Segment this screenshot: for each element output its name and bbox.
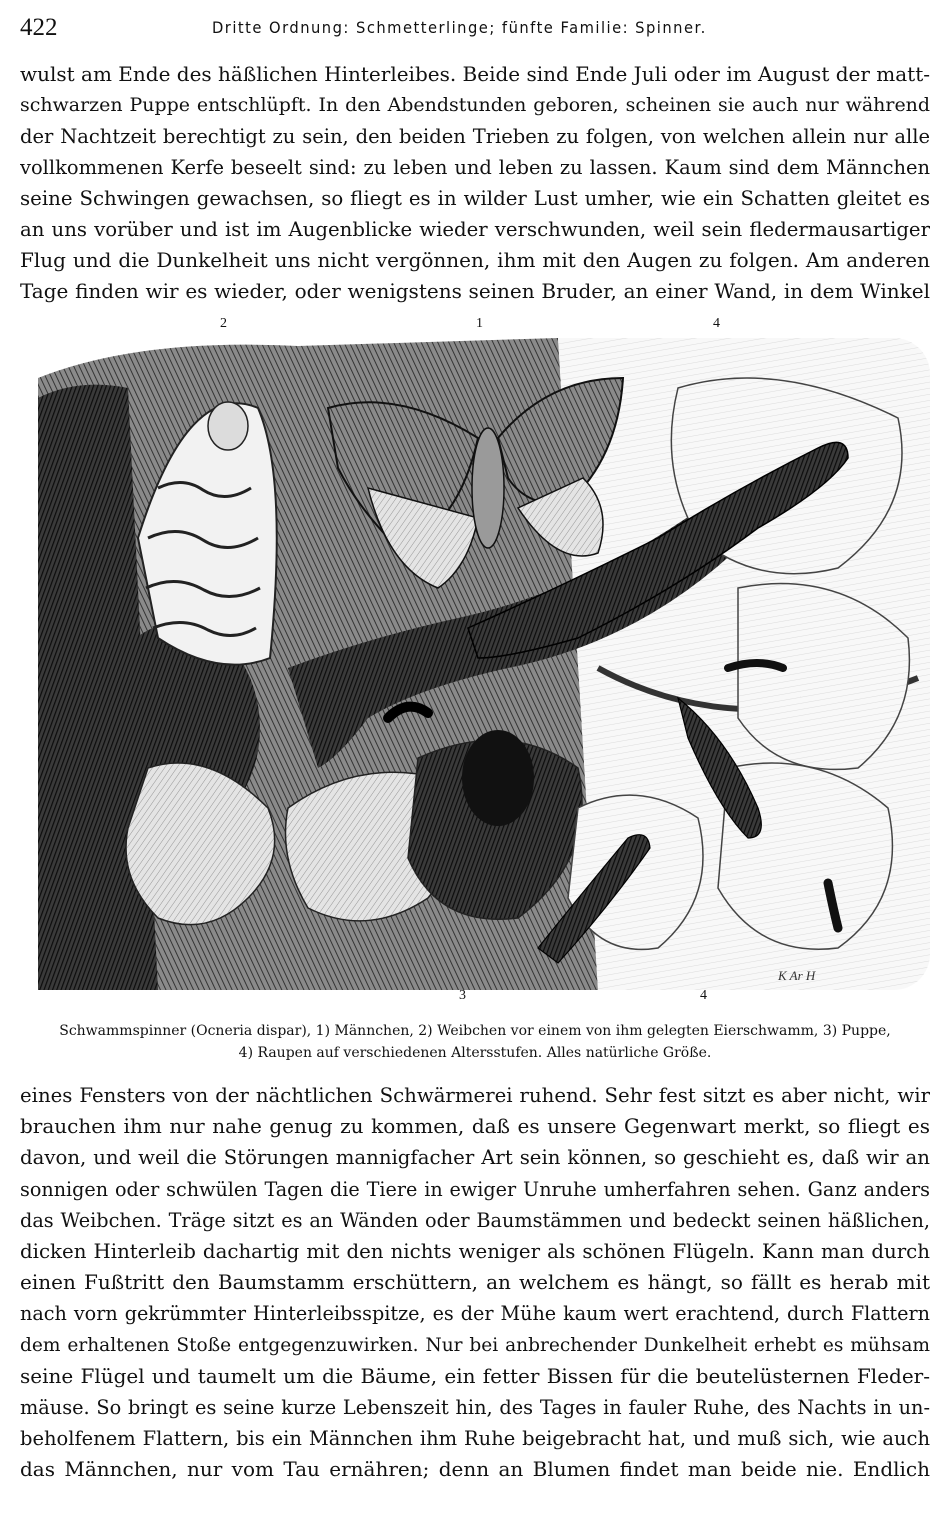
text-line: seine Flügel und taumelt um die Bäume, ein fetter Bissen für die beutelüsternen Fleder- <box>20 1363 930 1388</box>
text-line: vollkommenen Kerfe beseelt sind: zu leben und leben zu lassen. Kaum sind dem Männchen <box>20 156 930 179</box>
body-text-top <box>20 59 930 307</box>
text-line: nach vorn gekrümmter Hinterleibsspitze, es der Mühe kaum wert erachtend, durch Flattern <box>20 1302 930 1326</box>
text-line: sonnigen oder schwülen Tagen die Tiere in ewiger Unruhe umherfahren sehen. Ganz anders <box>20 1177 930 1201</box>
page-header <box>20 12 925 44</box>
text-line: brauchen ihm nur nahe genug zu kommen, daß es unsere Gegenwart merkt, so fliegt es <box>20 1114 930 1139</box>
pupa <box>462 730 534 826</box>
text-line: beholfenem Flattern, bis ein Männchen ihm Ruhe beigebracht hat, und muß sich, wie auch <box>20 1427 930 1451</box>
figure-number-3: 3 <box>459 988 466 1003</box>
figure-caption <box>20 1020 930 1064</box>
page-number: 422 <box>20 14 58 41</box>
text-line: schwarzen Puppe entschlüpft. In den Abendstunden geboren, scheinen sie auch nur während <box>20 94 930 116</box>
text-line: davon, und weil die Störungen mannigfacher Art sein können, so geschieht es, daß wir an <box>20 1146 930 1170</box>
text-line: das Weibchen. Träge sitzt es an Wänden oder Baumstämmen und bedeckt seinen häßlichen, <box>20 1208 930 1232</box>
text-line: Tage finden wir es wieder, oder wenigstens seinen Bruder, an einer Wand, in dem Winkel <box>20 279 930 303</box>
figure-number-4: 4 <box>713 316 720 331</box>
text-line: wulst am Ende des häßlichen Hinterleibes. Beide sind Ende Juli oder im August der matt- <box>20 62 930 86</box>
body-text-bottom <box>20 1080 930 1485</box>
running-head: Dritte Ordnung: Schmetterlinge; fünfte Familie: Spinner. <box>212 18 707 37</box>
gypsy-moth-engraving <box>38 338 930 990</box>
figure-number-1: 1 <box>476 316 483 331</box>
text-line: der Nachtzeit berechtigt zu sein, den beiden Trieben zu folgen, von welchen allein nur alle <box>20 125 930 148</box>
text-line: an uns vorüber und ist im Augenblicke wieder verschwunden, weil sein fledermausartiger <box>20 218 930 241</box>
text-line: dem erhaltenen Stoße entgegenzuwirken. Nur bei anbrechender Dunkelheit erhebt es mühsam <box>20 1334 930 1356</box>
text-line: Flug und die Dunkelheit uns nicht vergönnen, ihm mit den Augen zu folgen. Am anderen <box>20 248 930 272</box>
text-line: seine Schwingen gewachsen, so fliegt es in wilder Lust umher, wie ein Schatten gleitet es <box>20 187 930 210</box>
engraver-signature: K Ar H <box>778 968 816 983</box>
figure-number-4-bottom: 4 <box>700 988 707 1003</box>
figure-number-2: 2 <box>220 316 227 331</box>
text-line: einen Fußtritt den Baumstamm erschüttern, an welchem es hängt, so fällt es herab mit <box>20 1270 930 1295</box>
text-line: eines Fensters von der nächtlichen Schwärmerei ruhend. Sehr fest sitzt es aber nicht, wir <box>20 1084 930 1107</box>
engraving-svg <box>38 338 930 990</box>
caption-line: 4) Raupen auf verschiedenen Altersstufen. Alles natürliche Größe. <box>238 1045 712 1061</box>
caption-line: Schwammspinner (Ocneria dispar), 1) Männchen, 2) Weibchen vor einem von ihm gelegten Eierschwamm, 3) Puppe, <box>59 1023 891 1039</box>
text-line: das Männchen, nur vom Tau ernähren; denn an Blumen findet man beide nie. Endlich <box>20 1457 930 1482</box>
text-line: mäuse. So bringt es seine kurze Lebenszeit hin, des Tages in fauler Ruhe, des Nachts in un- <box>20 1395 930 1419</box>
text-line: dicken Hinterleib dachartig mit den nichts weniger als schönen Flügeln. Kann man durch <box>20 1239 930 1263</box>
